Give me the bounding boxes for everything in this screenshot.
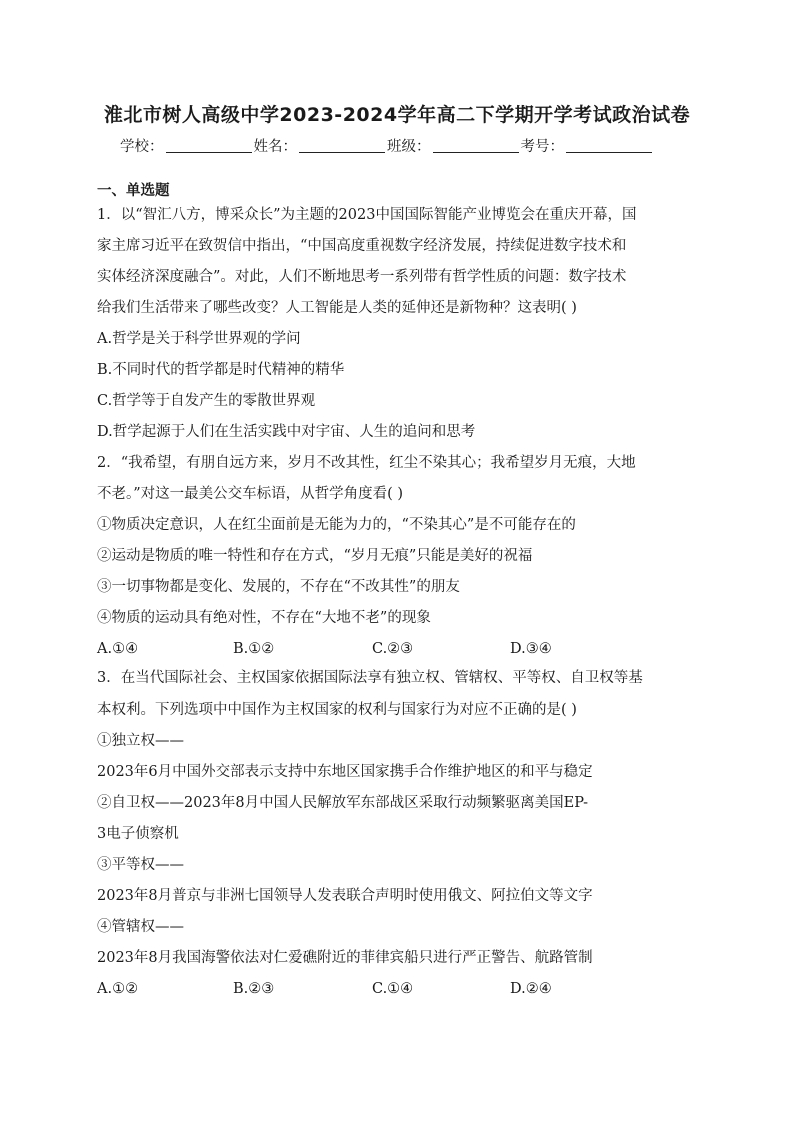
school-blank[interactable] (166, 138, 252, 153)
q2-choice-d[interactable]: D.③④ (510, 641, 552, 657)
q2-statement: ①物质决定意识，人在红尘面前是无能为力的，“不染其心”是不可能存在的 (97, 517, 576, 533)
q1-line: 1．以“智汇八方，博采众长”为主题的2023中国国际智能产业博览会在重庆开幕，国 (97, 207, 637, 223)
q2-line: 2．“我希望，有朋自远方来，岁月不改其性，红尘不染其心；我希望岁月无痕，大地 (97, 455, 636, 471)
q2-choice-b[interactable]: B.①② (233, 641, 275, 657)
exam-title: 淮北市树人高级中学2023-2024学年高二下学期开学考试政治试卷 (103, 104, 691, 126)
q2-statement: ②运动是物质的唯一特性和存在方式，“岁月无痕”只能是美好的祝福 (97, 548, 533, 564)
q2-choice-a[interactable]: A.①④ (97, 641, 139, 657)
name-blank[interactable] (299, 138, 385, 153)
number-label: 考号： (520, 139, 564, 155)
q2-statement: ③一切事物都是变化、发展的，不存在“不改其性”的朋友 (97, 579, 460, 595)
class-label: 班级： (387, 139, 431, 155)
q3-statement: 2023年6月中国外交部表示支持中东地区国家携手合作维护地区的和平与稳定 (97, 764, 593, 780)
q3-statement: ②自卫权——2023年8月中国人民解放军东部战区采取行动频繁驱离美国EP- (97, 795, 589, 811)
q3-choice-c[interactable]: C.①④ (372, 981, 414, 997)
q2-choice-c[interactable]: C.②③ (372, 641, 414, 657)
q1-line: 家主席习近平在致贺信中指出，“中国高度重视数字经济发展，持续促进数字技术和 (97, 238, 627, 254)
q3-statement: ①独立权—— (97, 733, 184, 749)
q3-choice-b[interactable]: B.②③ (233, 981, 275, 997)
student-info-row (120, 135, 700, 156)
q3-statement: 2023年8月普京与非洲七国领导人发表联合声明时使用俄文、阿拉伯文等文字 (97, 888, 593, 904)
q1-option-b[interactable]: B.不同时代的哲学都是时代精神的精华 (97, 362, 345, 378)
q1-option-a[interactable]: A.哲学是关于科学世界观的学问 (97, 331, 301, 347)
q3-choice-a[interactable]: A.①② (97, 981, 139, 997)
q3-line: 3．在当代国际社会、主权国家依据国际法享有独立权、管辖权、平等权、自卫权等基 (97, 670, 643, 686)
q1-line: 给我们生活带来了哪些改变？人工智能是人类的延伸还是新物种？这表明( ) (97, 300, 577, 316)
class-blank[interactable] (433, 138, 519, 153)
q3-statement: 3电子侦察机 (97, 826, 179, 842)
q2-line: 不老。”对这一最美公交车标语，从哲学角度看( ) (97, 486, 404, 502)
q1-option-d[interactable]: D.哲学起源于人们在生活实践中对宇宙、人生的追问和思考 (97, 424, 476, 440)
q3-statement: 2023年8月我国海警依法对仁爱礁附近的菲律宾船只进行严正警告、航路管制 (97, 950, 593, 966)
q3-statement: ④管辖权—— (97, 919, 184, 935)
q3-statement: ③平等权—— (97, 857, 184, 873)
q2-statement: ④物质的运动具有绝对性，不存在“大地不老”的现象 (97, 610, 431, 626)
q1-line: 实体经济深度融合”。对此，人们不断地思考一系列带有哲学性质的问题：数字技术 (97, 269, 627, 285)
section-title: 一、单选题 (97, 183, 170, 199)
name-label: 姓名： (253, 139, 297, 155)
q1-option-c[interactable]: C.哲学等于自发产生的零散世界观 (97, 393, 316, 409)
number-blank[interactable] (566, 138, 652, 153)
school-label: 学校： (120, 139, 164, 155)
q3-line: 本权利。下列选项中中国作为主权国家的权利与国家行为对应不正确的是( ) (97, 702, 577, 718)
q3-choice-d[interactable]: D.②④ (510, 981, 552, 997)
